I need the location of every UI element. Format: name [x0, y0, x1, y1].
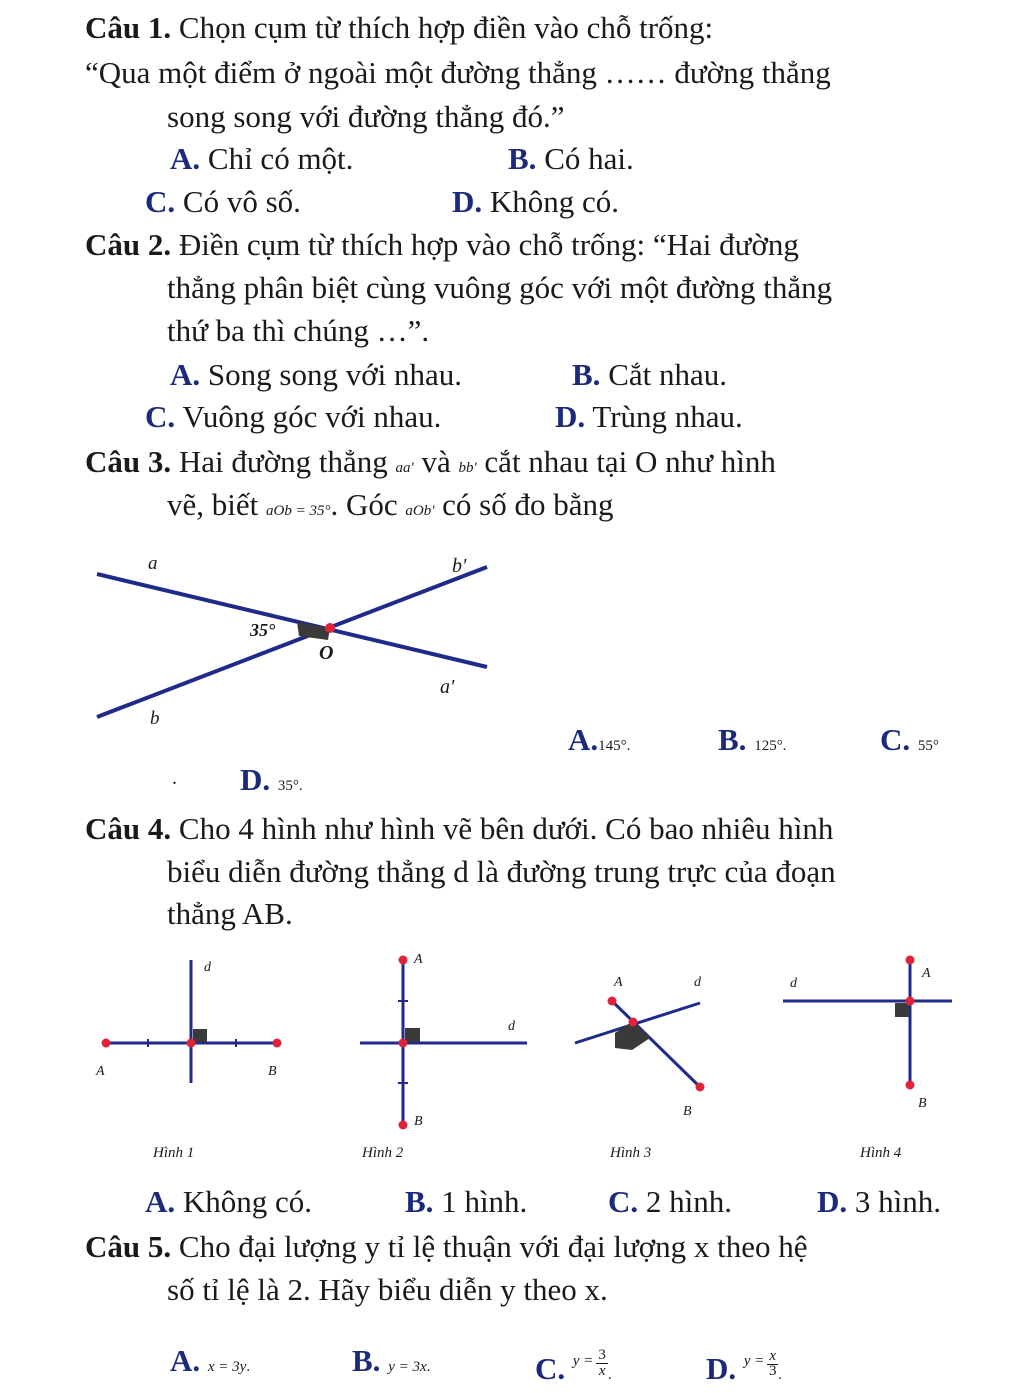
point-b — [906, 1081, 915, 1090]
label-angle-35: 35° — [250, 620, 276, 640]
right-angle-marker — [193, 1029, 207, 1042]
point-b — [696, 1083, 705, 1092]
option-letter: D. — [452, 184, 483, 219]
fig2-label-d: d — [508, 1019, 515, 1034]
question-5-text: Cho đại lượng y tỉ lệ thuận với đại lượng x theo hệ — [178, 1229, 808, 1264]
option-text: 145°. — [598, 738, 631, 754]
question-5-line-1 — [85, 1229, 808, 1265]
fig3-label-b: B — [683, 1104, 692, 1119]
question-4-line-2: biểu diễn đường thẳng d là đường trung trực của đoạn — [167, 854, 836, 889]
asked-angle-formula: aOb' — [405, 503, 435, 519]
label-b-prime: b' — [452, 555, 467, 577]
intersection-point — [906, 997, 915, 1006]
intersection-point — [399, 1039, 408, 1048]
option-letter: B. — [572, 357, 601, 392]
caption-figure-4: Hình 4 — [860, 1145, 902, 1161]
question-4-option-b[interactable] — [405, 1184, 527, 1220]
question-2-label: Câu 2. — [85, 227, 172, 262]
label-b: b — [150, 708, 160, 729]
fig1-label-d: d — [204, 960, 211, 975]
point-a — [399, 956, 408, 965]
question-1-quote-line-2: song song với đường thẳng đó.” — [167, 99, 565, 134]
caption-figure-3: Hình 3 — [610, 1145, 652, 1161]
option-text: Chỉ có một. — [207, 141, 354, 176]
option-text: Không có. — [489, 184, 620, 219]
line-bb-symbol: bb' — [458, 460, 477, 476]
point-a — [608, 997, 617, 1006]
fig2-label-a: A — [414, 952, 423, 967]
fig4-label-a: A — [922, 966, 931, 981]
question-4-line-3: thẳng AB. — [167, 896, 293, 931]
point-b — [273, 1039, 282, 1048]
question-1-text: Chọn cụm từ thích hợp điền vào chỗ trống: — [178, 10, 714, 45]
intersection-point — [629, 1018, 638, 1027]
stray-dot: . — [172, 767, 177, 789]
question-5-option-a[interactable] — [170, 1343, 250, 1385]
option-text: Cắt nhau. — [608, 357, 727, 392]
point-a — [102, 1039, 111, 1048]
question-4-option-c[interactable] — [608, 1184, 732, 1220]
question-5-option-c[interactable] — [535, 1343, 612, 1393]
fig1-label-b: B — [268, 1064, 277, 1079]
figure-3 — [575, 997, 705, 1092]
option-text: Vuông góc với nhau. — [182, 399, 442, 434]
option-letter: B. — [352, 1343, 381, 1378]
option-letter: B. — [508, 141, 537, 176]
caption-figure-1: Hình 1 — [153, 1145, 195, 1161]
text: Hai đường thẳng — [178, 444, 388, 479]
figure-1 — [102, 960, 282, 1083]
point-a — [906, 956, 915, 965]
fig4-label-b: B — [918, 1096, 927, 1111]
label-a-prime: a' — [440, 676, 455, 698]
option-text: Có vô số. — [182, 184, 301, 219]
fig3-label-a: A — [614, 975, 623, 990]
option-letter: C. — [145, 184, 176, 219]
text: vẽ, biết — [167, 487, 259, 522]
question-1-label: Câu 1. — [85, 10, 172, 45]
fraction — [596, 1348, 608, 1379]
option-letter: D. — [817, 1184, 848, 1219]
option-formula-lhs: y = — [572, 1353, 594, 1369]
text: và — [421, 444, 451, 479]
option-letter: A. — [170, 141, 201, 176]
question-5-option-b[interactable] — [352, 1343, 430, 1385]
option-formula: y = 3x — [388, 1359, 427, 1375]
option-letter: B. — [718, 722, 747, 757]
punctuation: . — [607, 1367, 612, 1383]
option-letter: C. — [145, 399, 176, 434]
option-text: Có hai. — [544, 141, 634, 176]
option-letter: A. — [145, 1184, 176, 1219]
punctuation: . — [426, 1359, 431, 1375]
given-angle-formula: aOb = 35° — [266, 503, 331, 519]
option-letter: D. — [706, 1351, 737, 1386]
option-text: Song song với nhau. — [207, 357, 462, 392]
question-2-line-2: thẳng phân biệt cùng vuông góc với một đường thẳng — [167, 270, 833, 305]
denominator: 3 — [769, 1363, 777, 1379]
option-text: Không có. — [182, 1184, 313, 1219]
question-2-text: Điền cụm từ thích hợp vào chỗ trống: “Hai đường — [178, 227, 799, 262]
option-text: 1 hình. — [441, 1184, 528, 1219]
fig3-label-d: d — [694, 975, 701, 990]
option-letter: B. — [405, 1184, 434, 1219]
question-4-option-a[interactable] — [145, 1184, 312, 1220]
option-text: Trùng nhau. — [592, 399, 743, 434]
option-letter: D. — [240, 762, 271, 797]
fig2-label-b: B — [414, 1114, 423, 1129]
question-4-text: Cho 4 hình như hình vẽ bên dưới. Có bao nhiêu hình — [178, 811, 834, 846]
label-a: a — [148, 553, 158, 574]
midpoint — [187, 1039, 196, 1048]
text: có số đo bằng — [442, 487, 614, 522]
point-b — [399, 1121, 408, 1130]
option-text: 2 hình. — [645, 1184, 733, 1219]
question-3-label: Câu 3. — [85, 444, 172, 479]
option-letter: A. — [568, 722, 599, 757]
fig4-label-d: d — [790, 976, 797, 991]
punctuation: . — [778, 1367, 782, 1383]
fig1-label-a: A — [96, 1064, 105, 1079]
option-letter: C. — [535, 1351, 566, 1386]
question-4-option-d[interactable] — [817, 1184, 941, 1220]
line-aa-symbol: aa' — [395, 460, 414, 476]
punctuation: . — [246, 1359, 251, 1375]
option-letter: C. — [608, 1184, 639, 1219]
option-text: 35°. — [277, 778, 303, 794]
question-5-label: Câu 5. — [85, 1229, 172, 1264]
numerator: 3 — [598, 1347, 606, 1363]
text: . Góc — [330, 487, 398, 522]
option-text: 125°. — [754, 738, 787, 754]
right-angle-marker — [405, 1028, 420, 1042]
question-1-quote-line-1: “Qua một điểm ở ngoài một đường thẳng …… đường thẳng — [85, 55, 831, 90]
denominator: x — [598, 1363, 606, 1379]
label-o: O — [319, 642, 334, 664]
option-text: 3 hình. — [854, 1184, 942, 1219]
option-letter: D. — [555, 399, 586, 434]
numerator: x — [769, 1348, 777, 1364]
fraction — [767, 1349, 778, 1379]
text: cắt nhau tại O như hình — [484, 444, 776, 479]
question-2-line-3: thứ ba thì chúng …”. — [167, 313, 430, 348]
option-letter: A. — [170, 1343, 201, 1378]
option-letter: A. — [170, 357, 201, 392]
question-5-option-d[interactable] — [706, 1343, 782, 1393]
figure-2 — [360, 956, 527, 1130]
right-angle-marker — [895, 1003, 909, 1017]
option-formula-lhs: y = — [743, 1353, 765, 1369]
option-text: 55° — [917, 738, 939, 754]
option-letter: C. — [880, 722, 911, 757]
question-4-label: Câu 4. — [85, 811, 172, 846]
option-formula: x = 3y — [207, 1359, 247, 1375]
caption-figure-2: Hình 2 — [362, 1145, 404, 1161]
question-5-line-2: số tỉ lệ là 2. Hãy biểu diễn y theo x. — [167, 1272, 608, 1307]
